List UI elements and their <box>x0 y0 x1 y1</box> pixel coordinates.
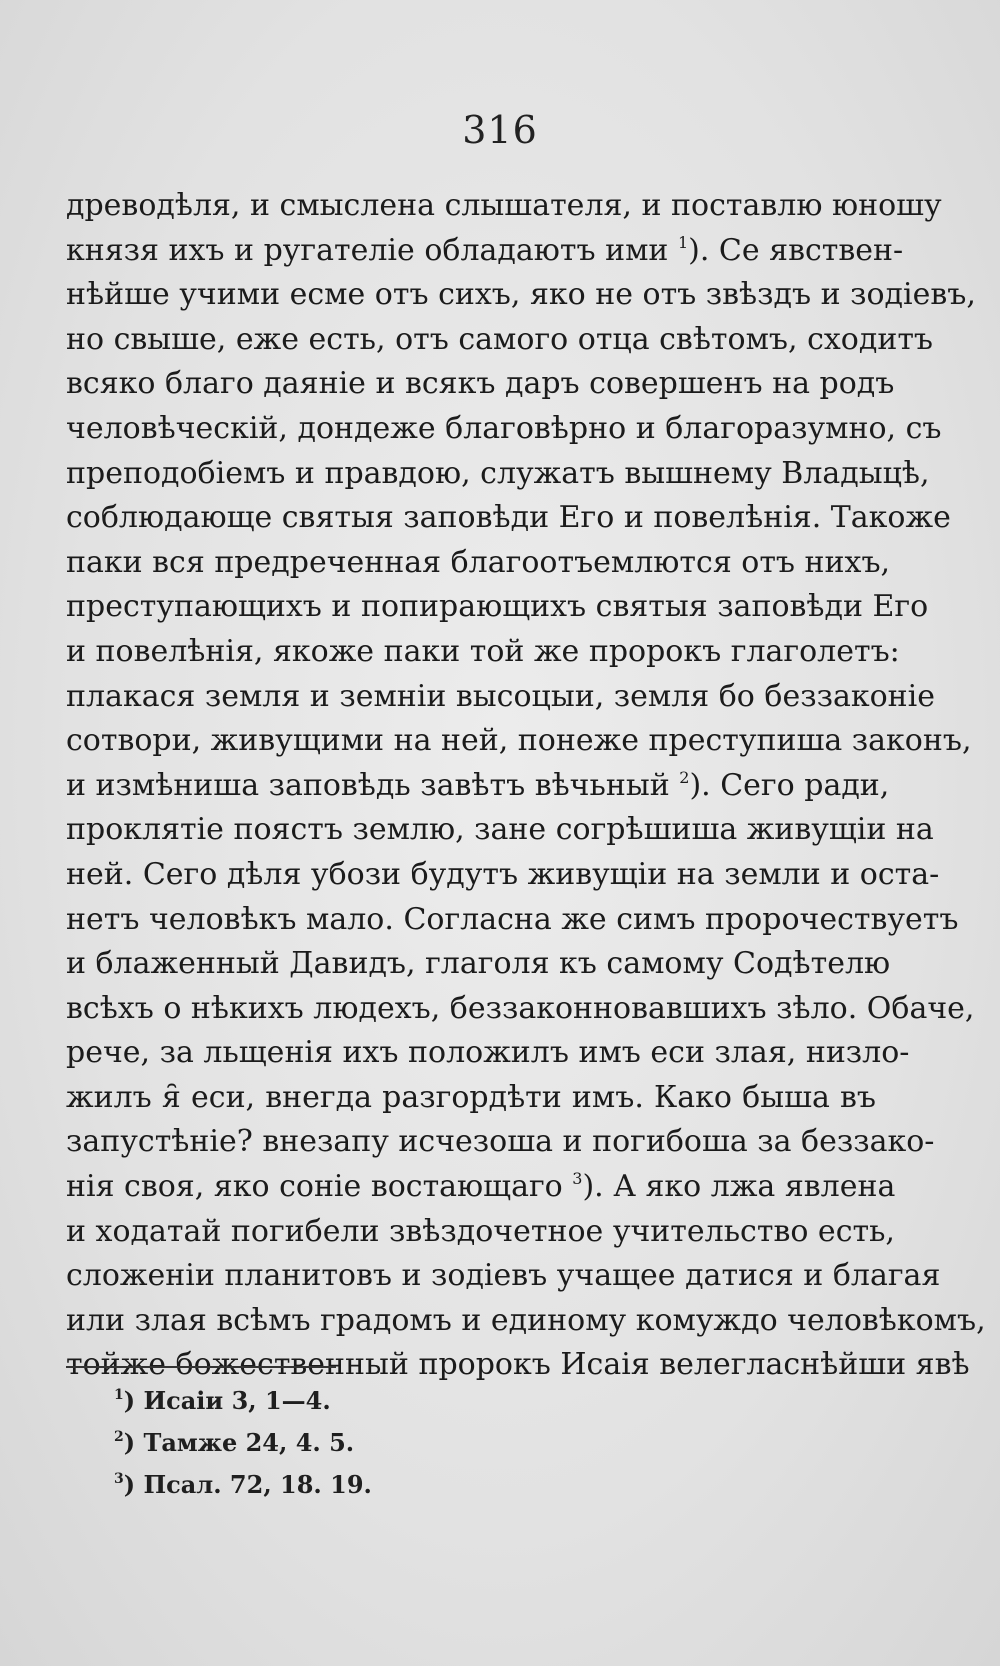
footnote-mark: 3 <box>114 1471 124 1487</box>
footnotes <box>114 1380 814 1506</box>
text-line-content: но свыше, еже есть, отъ самого отца свѣтомъ, сходитъ <box>66 321 933 357</box>
footnote-mark: 1 <box>114 1387 124 1403</box>
text-line-content: преподобіемъ и правдою, служатъ вышнему Владыцѣ, <box>66 455 930 491</box>
text-line-content: сотвори, живущими на ней, понеже преступиша законъ, <box>66 723 972 759</box>
text-line <box>66 942 891 987</box>
footnote <box>114 1464 814 1506</box>
text-line-content: жилъ я̑ еси, внегда разгордѣти имъ. Како быша въ <box>66 1079 876 1115</box>
text-line <box>66 541 891 586</box>
text-line <box>66 853 940 898</box>
text-line-content: всѣхъ о нѣкихъ людехъ, беззаконновавшихъ зѣло. Обаче, <box>66 990 975 1026</box>
text-line <box>66 1165 896 1210</box>
text-line-content: и измѣниша заповѣдь завѣтъ вѣчьный <box>66 767 680 803</box>
text-line-continuation: ). Сего ради, <box>689 767 890 803</box>
text-line <box>66 898 959 943</box>
footnote-mark: 2 <box>114 1429 124 1445</box>
footnote-reference: 3 <box>572 1169 583 1189</box>
text-line-content: преступающихъ и попирающихъ святыя заповѣди Его <box>66 589 929 625</box>
text-line-content: или злая всѣмъ градомъ и единому комуждо человѣкомъ, <box>66 1302 986 1338</box>
text-line-content: тойже божественный пророкъ Исаія велегласнѣйши явѣ <box>66 1347 970 1383</box>
text-line-content: проклятіе поястъ землю, зане согрѣшиша живущіи на <box>66 812 934 848</box>
text-line-content: и ходатай погибели звѣздочетное учительство есть, <box>66 1213 895 1249</box>
text-line <box>66 229 904 274</box>
text-line-content: и повелѣнія, якоже паки той же пророкъ глаголетъ: <box>66 633 900 669</box>
text-line <box>66 496 951 541</box>
text-line <box>66 452 930 497</box>
body-text <box>66 184 986 1388</box>
footnote-rule <box>66 1366 336 1368</box>
footnote <box>114 1422 814 1464</box>
text-line-content: нетъ человѣкъ мало. Согласна же симъ пророчествуетъ <box>66 901 959 937</box>
text-line-continuation: ). А яко лжа явлена <box>582 1169 896 1205</box>
text-line <box>66 1254 941 1299</box>
footnote-text: ) Псал. 72, 18. 19. <box>123 1470 372 1499</box>
text-line-content: и блаженный Давидъ, глаголя къ самому Содѣтелю <box>66 946 891 982</box>
text-line <box>66 585 929 630</box>
text-line-content: паки вся предреченная благоотъемлются отъ нихъ, <box>66 544 891 580</box>
text-line-content: нія своя, яко соніе востающаго <box>66 1169 573 1205</box>
text-line-content: древодѣля, и смыслена слышателя, и поставлю юношу <box>66 188 942 223</box>
text-line-content: человѣческій, дондеже благовѣрно и благоразумно, съ <box>66 410 942 446</box>
text-line <box>66 362 895 407</box>
text-line <box>66 184 942 229</box>
footnote-reference: 2 <box>679 767 690 787</box>
text-line-content: запустѣніе? внезапу исчезоша и погибоша за беззако- <box>66 1124 935 1160</box>
text-line-content: рече, за льщенія ихъ положилъ имъ еси злая, низло- <box>66 1035 910 1071</box>
text-line <box>66 407 942 452</box>
text-line <box>66 675 935 720</box>
text-line <box>66 1210 895 1255</box>
text-line <box>66 318 933 363</box>
text-line-content: всяко благо даяніе и всякъ даръ совершенъ на родъ <box>66 366 895 402</box>
text-line-content: князя ихъ и ругателіе обладаютъ ими <box>66 232 678 268</box>
text-line-content: соблюдающе святыя заповѣди Его и повелѣнія. Такоже <box>66 500 951 536</box>
footnote-text: ) Тамже 24, 4. 5. <box>123 1428 355 1457</box>
footnote-reference: 1 <box>677 232 689 252</box>
text-line <box>66 1299 986 1344</box>
text-line-continuation: ). Се явствен- <box>688 232 904 268</box>
text-line <box>66 273 976 318</box>
text-line <box>66 719 972 764</box>
text-line-content: сложеніи планитовъ и зодіевъ учащее датися и благая <box>66 1258 941 1294</box>
text-line <box>66 764 890 809</box>
text-line-content: плакася земля и земніи высоцыи, земля бо беззаконіе <box>66 678 935 714</box>
text-line <box>66 987 975 1032</box>
text-line <box>66 808 934 853</box>
page-number: 316 <box>462 108 538 152</box>
footnote-text: ) Исаіи 3, 1—4. <box>123 1386 331 1415</box>
text-line-content: ней. Сего дѣля убози будутъ живущіи на земли и оста- <box>66 856 940 892</box>
text-line-content: нѣйше учими есме отъ сихъ, яко не отъ звѣздъ и зодіевъ, <box>66 277 976 313</box>
text-line <box>66 1120 935 1165</box>
text-line <box>66 630 900 675</box>
footnote <box>114 1380 814 1422</box>
text-line <box>66 1031 910 1076</box>
text-line <box>66 1076 876 1121</box>
